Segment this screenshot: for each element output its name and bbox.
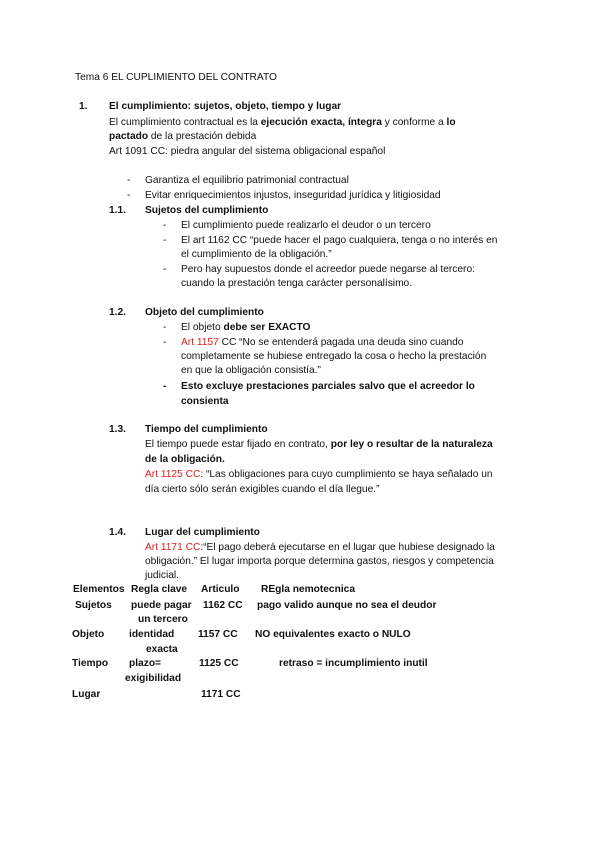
paragraph-text: : “Las obligaciones para cuyo cumplimiento se haya señalado un	[200, 469, 493, 480]
table-cell-regla: identidad	[129, 629, 175, 640]
table-cell-articulo: 1157 CC	[198, 629, 238, 640]
article-reference: Art 1091 CC: piedra angular del sistema obligacional español	[109, 146, 386, 157]
subsection-heading: Tiempo del cumplimiento	[145, 424, 268, 435]
bullet-item-cont: completamente se hubiese entregado la cosa o hecho la prestación	[181, 351, 487, 362]
table-cell-regla: puede pagar	[131, 600, 192, 611]
article-link: Art 1157	[181, 337, 219, 348]
bullet-dash: -	[127, 175, 131, 186]
intro-emphasis: lo	[446, 117, 456, 128]
bullet-item-cont: consienta	[181, 396, 229, 407]
table-cell-elemento: Sujetos	[75, 600, 112, 611]
bullet-item: El art 1162 CC “puede hacer el pago cualquiera, tenga o no interés en	[181, 235, 498, 246]
bullet-item: Esto excluye prestaciones parciales salvo que el acreedor lo	[181, 381, 475, 392]
paragraph-text: El tiempo puede estar fijado en contrato,	[145, 439, 331, 450]
bullet-text: El objeto	[181, 322, 224, 333]
intro-emphasis: pactado	[109, 131, 149, 142]
subsection-heading: Lugar del cumplimiento	[145, 527, 260, 538]
table-cell-regla-cont: un tercero	[138, 614, 188, 625]
paragraph-line: día cierto sólo serán exigibles cuando el día llegue.”	[145, 484, 380, 495]
subsection-heading: Objeto del cumplimiento	[145, 307, 264, 318]
table-header-articulo: Articulo	[201, 584, 240, 595]
intro-line-2	[109, 130, 256, 144]
intro-text: de la prestación debida	[148, 131, 257, 142]
table-cell-elemento: Tiempo	[72, 658, 109, 669]
table-header-regla: Regla clave	[131, 584, 188, 595]
subsection-number: 1.2.	[109, 307, 126, 318]
bullet-item-cont: el cumplimiento de la obligación.”	[181, 249, 332, 260]
paragraph-line	[145, 468, 493, 482]
bullet-item	[181, 336, 463, 350]
paragraph-line: de la obligación.	[145, 454, 225, 465]
table-cell-nemotecnica: NO equivalentes exacto o NULO	[255, 629, 411, 640]
bullet-dash: -	[163, 235, 167, 246]
table-cell-elemento: Lugar	[72, 689, 101, 700]
intro-text: El cumplimiento contractual es la	[109, 117, 261, 128]
intro-line-1	[109, 116, 456, 130]
bullet-dash: -	[163, 322, 167, 333]
bullet-item	[181, 321, 311, 335]
bullet-item-cont: en que la obligación consistía.”	[181, 365, 321, 376]
paragraph-text: :“El pago deberá ejecutarse en el lugar que hubiese designado la	[200, 542, 495, 553]
section-heading: El cumplimiento: sujetos, objeto, tiempo y lugar	[109, 101, 342, 112]
bullet-item: El cumplimiento puede realizarlo el deudor o un tercero	[181, 220, 431, 231]
table-cell-regla: plazo=	[129, 658, 161, 669]
subsection-number: 1.4.	[109, 527, 126, 538]
paragraph-line: judicial.	[145, 570, 179, 581]
intro-emphasis: ejecución exacta, íntegra	[260, 117, 382, 128]
bullet-dash: -	[163, 381, 167, 392]
table-cell-articulo: 1125 CC	[199, 658, 239, 669]
section-number: 1.	[79, 101, 88, 112]
table-cell-nemotecnica: pago valido aunque no sea el deudor	[257, 600, 437, 611]
subsection-heading: Sujetos del cumplimiento	[145, 205, 269, 216]
table-cell-articulo: 1171 CC	[201, 689, 241, 700]
bullet-text: CC “No se entenderá pagada una deuda sino cuando	[218, 337, 464, 348]
page-title: Tema 6 EL CUPLIMIENTO DEL CONTRATO	[75, 72, 277, 83]
paragraph-emphasis: por ley o resultar de la naturaleza	[330, 439, 493, 450]
bullet-dash: -	[163, 264, 167, 275]
bullet-emphasis: debe ser EXACTO	[223, 322, 311, 333]
table-cell-nemotecnica: retraso = incumplimiento inutil	[279, 658, 428, 669]
table-header-nemotecnica: REgla nemotecnica	[261, 584, 355, 595]
subsection-number: 1.1.	[109, 205, 126, 216]
bullet-dash: -	[163, 337, 167, 348]
table-header-elementos: Elementos	[73, 584, 125, 595]
bullet-dash: -	[163, 220, 167, 231]
bullet-item: Evitar enriquecimientos injustos, inseguridad jurídica y litigiosidad	[145, 190, 441, 201]
table-cell-articulo: 1162 CC	[203, 600, 243, 611]
table-cell-regla-cont: exigibilidad	[125, 673, 182, 684]
bullet-item: Garantiza el equilibrio patrimonial contractual	[145, 175, 349, 186]
bullet-dash: -	[127, 190, 131, 201]
bullet-item: Pero hay supuestos donde el acreedor puede negarse al tercero:	[181, 264, 475, 275]
paragraph-line	[145, 438, 493, 452]
table-cell-elemento: Objeto	[72, 629, 105, 640]
table-cell-regla-cont: exacta	[146, 644, 178, 655]
paragraph-line: obligación.” El lugar importa porque determina gastos, riesgos y competencia	[145, 556, 494, 567]
article-link: Art 1171 CC	[145, 542, 201, 553]
paragraph-line	[145, 541, 495, 555]
intro-text: y conforme a	[381, 117, 447, 128]
article-link: Art 1125 CC	[145, 469, 201, 480]
subsection-number: 1.3.	[109, 424, 126, 435]
bullet-item-cont: cuando la prestación tenga carácter personalísimo.	[181, 278, 413, 289]
